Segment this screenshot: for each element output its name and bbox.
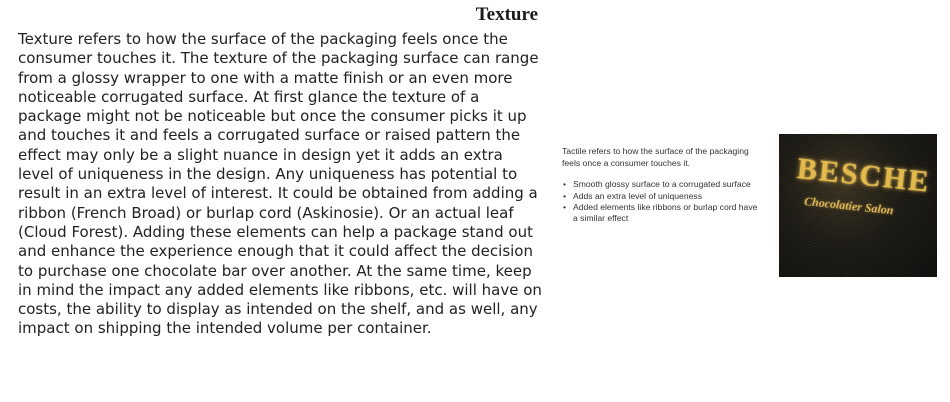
slide-bullet-text: Smooth glossy surface to a corrugated surface [573,179,751,189]
slide-bullet-list [562,179,762,223]
photo-sub-lettering: Chocolatier Salon [803,194,895,218]
slide-bullet-text: Added elements like ribbons or burlap cord have a similar effect [573,202,758,223]
textured-package-photo [779,134,937,277]
slide-bullet-item [562,179,762,190]
bullet-icon: • [563,190,567,201]
body-paragraph: Texture refers to how the surface of the packaging feels once the consumer touches it. The texture of the packaging surface can range from a glossy wrapper to one with a matte finish or an even more noticeable corrugated surface. At first glance the texture of a package might not be noticeable but once the consumer picks it up and touches it and feels a corrugated surface or raised pattern the effect may only be a slight nuance in design yet it adds an extra level of uniqueness in the design. Any uniqueness has potential to result in an extra level of interest. It could be obtained from adding a ribbon (French Broad) or burlap cord (Askinosie). Or an actual leaf (Cloud Forest). Adding these elements can help a package stand out and enhance the experience enough that it could affect the decision to purchase one chocolate bar over another. At the same time, keep in mind the impact any added elements like ribbons, etc. will have on costs, the ability to display as intended on the shelf, and as well, any impact on shipping the intended volume per container. [18,30,542,338]
page-heading: Texture [475,4,538,25]
slide-thumbnail [562,146,762,224]
bullet-icon: • [563,202,567,212]
slide-intro-text: Tactile refers to how the surface of the packaging feels once a consumer touches it. [562,146,749,168]
slide-bullet-text: Adds an extra level of uniqueness [573,190,702,201]
photo-brand-lettering: BESCHE [795,152,932,199]
bullet-icon: • [563,179,567,189]
slide-bullet-item [562,202,762,223]
slide-bullet-item [562,191,762,202]
